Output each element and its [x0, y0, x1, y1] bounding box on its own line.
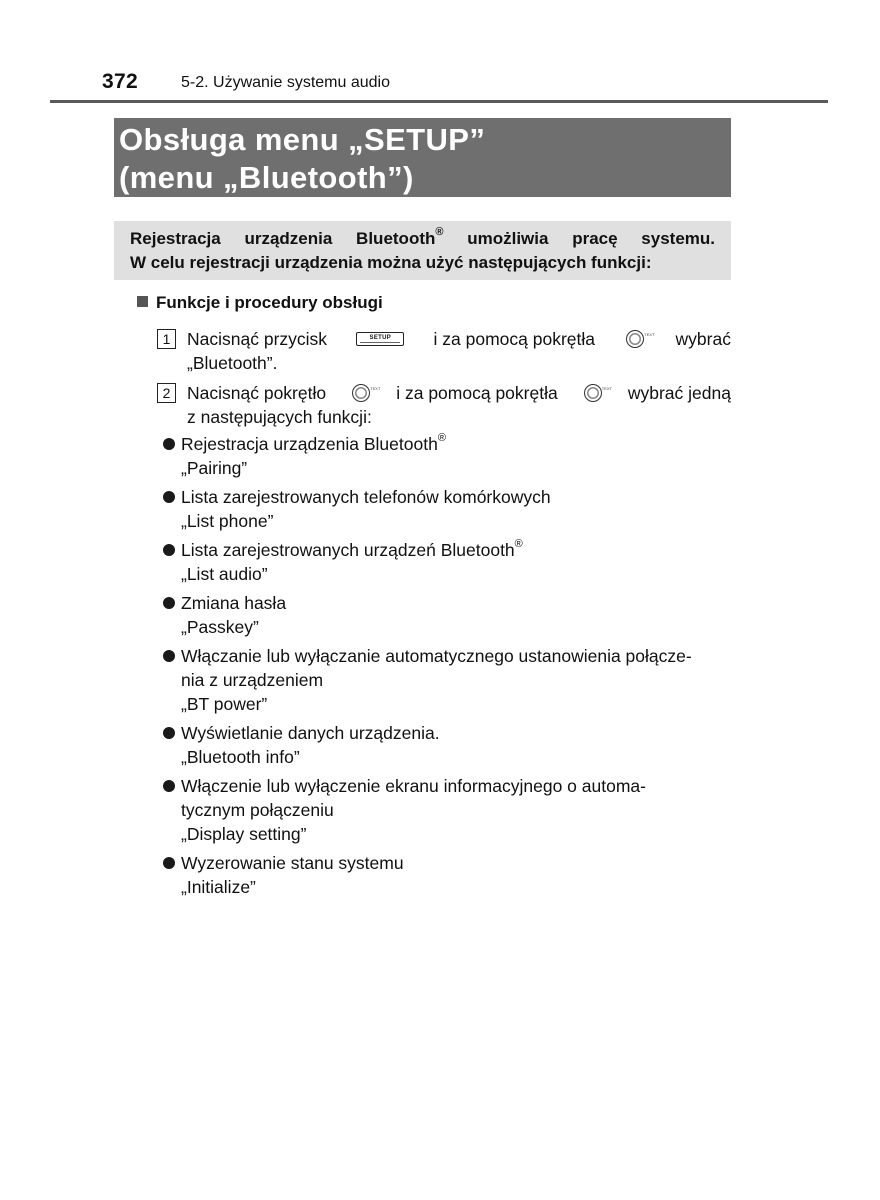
setup-button-icon	[356, 332, 404, 346]
list-item	[163, 644, 731, 716]
item-option: „Bluetooth info”	[181, 747, 300, 767]
setup-button-label: SETUP	[369, 335, 392, 341]
bullet-icon	[163, 597, 175, 609]
function-list	[163, 432, 731, 904]
step-text: Nacisnąć przycisk	[187, 329, 328, 349]
registered-mark: ®	[435, 226, 444, 239]
item-option: „Pairing”	[181, 458, 248, 478]
bullet-icon	[163, 727, 175, 739]
header-rule	[50, 100, 828, 103]
item-option: „Display setting”	[181, 824, 307, 844]
page-title-line2: (menu „Bluetooth”)	[119, 160, 414, 195]
section-title: 5-2. Używanie systemu audio	[181, 74, 390, 91]
list-item	[163, 851, 731, 899]
registered-mark: ®	[437, 432, 446, 445]
item-option: „Initialize”	[181, 877, 256, 897]
item-label-cont: tycznym połączeniu	[181, 800, 334, 820]
list-item	[163, 485, 731, 533]
square-bullet-icon	[137, 296, 148, 307]
bullet-icon	[163, 544, 175, 556]
step-text: wybrać jedną	[627, 383, 731, 403]
item-option: „List audio”	[181, 564, 268, 584]
list-item	[163, 538, 731, 586]
step-number: 2	[157, 383, 176, 403]
list-item	[163, 774, 731, 846]
tune-knob-icon	[584, 384, 602, 402]
item-label: Zmiana hasła	[181, 593, 287, 613]
bullet-icon	[163, 491, 175, 503]
item-label-cont: nia z urządzeniem	[181, 670, 324, 690]
page-title-line1: Obsługa menu „SETUP”	[119, 122, 486, 157]
registered-mark: ®	[514, 538, 523, 551]
item-label: Wyświetlanie danych urządzenia.	[181, 723, 440, 743]
item-option: „BT power”	[181, 694, 268, 714]
list-item	[163, 432, 731, 480]
item-label: Włączenie lub wyłączenie ekranu informacyjnego o automa-	[181, 776, 646, 796]
step-text-line2: z następujących funkcji:	[187, 407, 372, 427]
item-label: Lista zarejestrowanych telefonów komórkowych	[181, 487, 551, 507]
item-label: Lista zarejestrowanych urządzeń Bluetooth	[181, 540, 515, 560]
bullet-icon	[163, 780, 175, 792]
step-text: i za pomocą pokrętła	[433, 329, 596, 349]
item-option: „List phone”	[181, 511, 274, 531]
intro-line1	[130, 227, 715, 251]
list-item	[163, 591, 731, 639]
step-1	[157, 327, 731, 375]
step-number: 1	[157, 329, 176, 349]
intro-line1-pre: Rejestracja urządzenia Bluetooth	[130, 229, 436, 248]
bullet-icon	[163, 650, 175, 662]
page-number: 372	[102, 70, 138, 93]
item-option: „Passkey”	[181, 617, 259, 637]
tune-knob-icon	[352, 384, 370, 402]
list-item	[163, 721, 731, 769]
page-title	[114, 118, 731, 197]
subheading-text: Funkcje i procedury obsługi	[156, 293, 383, 312]
intro-line1-post: umożliwia pracę systemu.	[443, 229, 715, 248]
step-2	[157, 381, 731, 429]
intro-box	[114, 221, 731, 280]
intro-line2: W celu rejestracji urządzenia można użyć następujących funkcji:	[130, 253, 652, 272]
tune-knob-icon	[626, 330, 644, 348]
step-text: wybrać	[675, 329, 731, 349]
item-label: Rejestracja urządzenia Bluetooth	[181, 434, 438, 454]
step-text: i za pomocą pokrętła	[396, 383, 558, 403]
item-label: Włączanie lub wyłączanie automatycznego ustanowienia połącze-	[181, 646, 692, 666]
bullet-icon	[163, 438, 175, 450]
bullet-icon	[163, 857, 175, 869]
item-label: Wyzerowanie stanu systemu	[181, 853, 404, 873]
step-text: Nacisnąć pokrętło	[187, 383, 327, 403]
step-text-line2: „Bluetooth”.	[187, 353, 278, 373]
subheading	[137, 293, 383, 313]
